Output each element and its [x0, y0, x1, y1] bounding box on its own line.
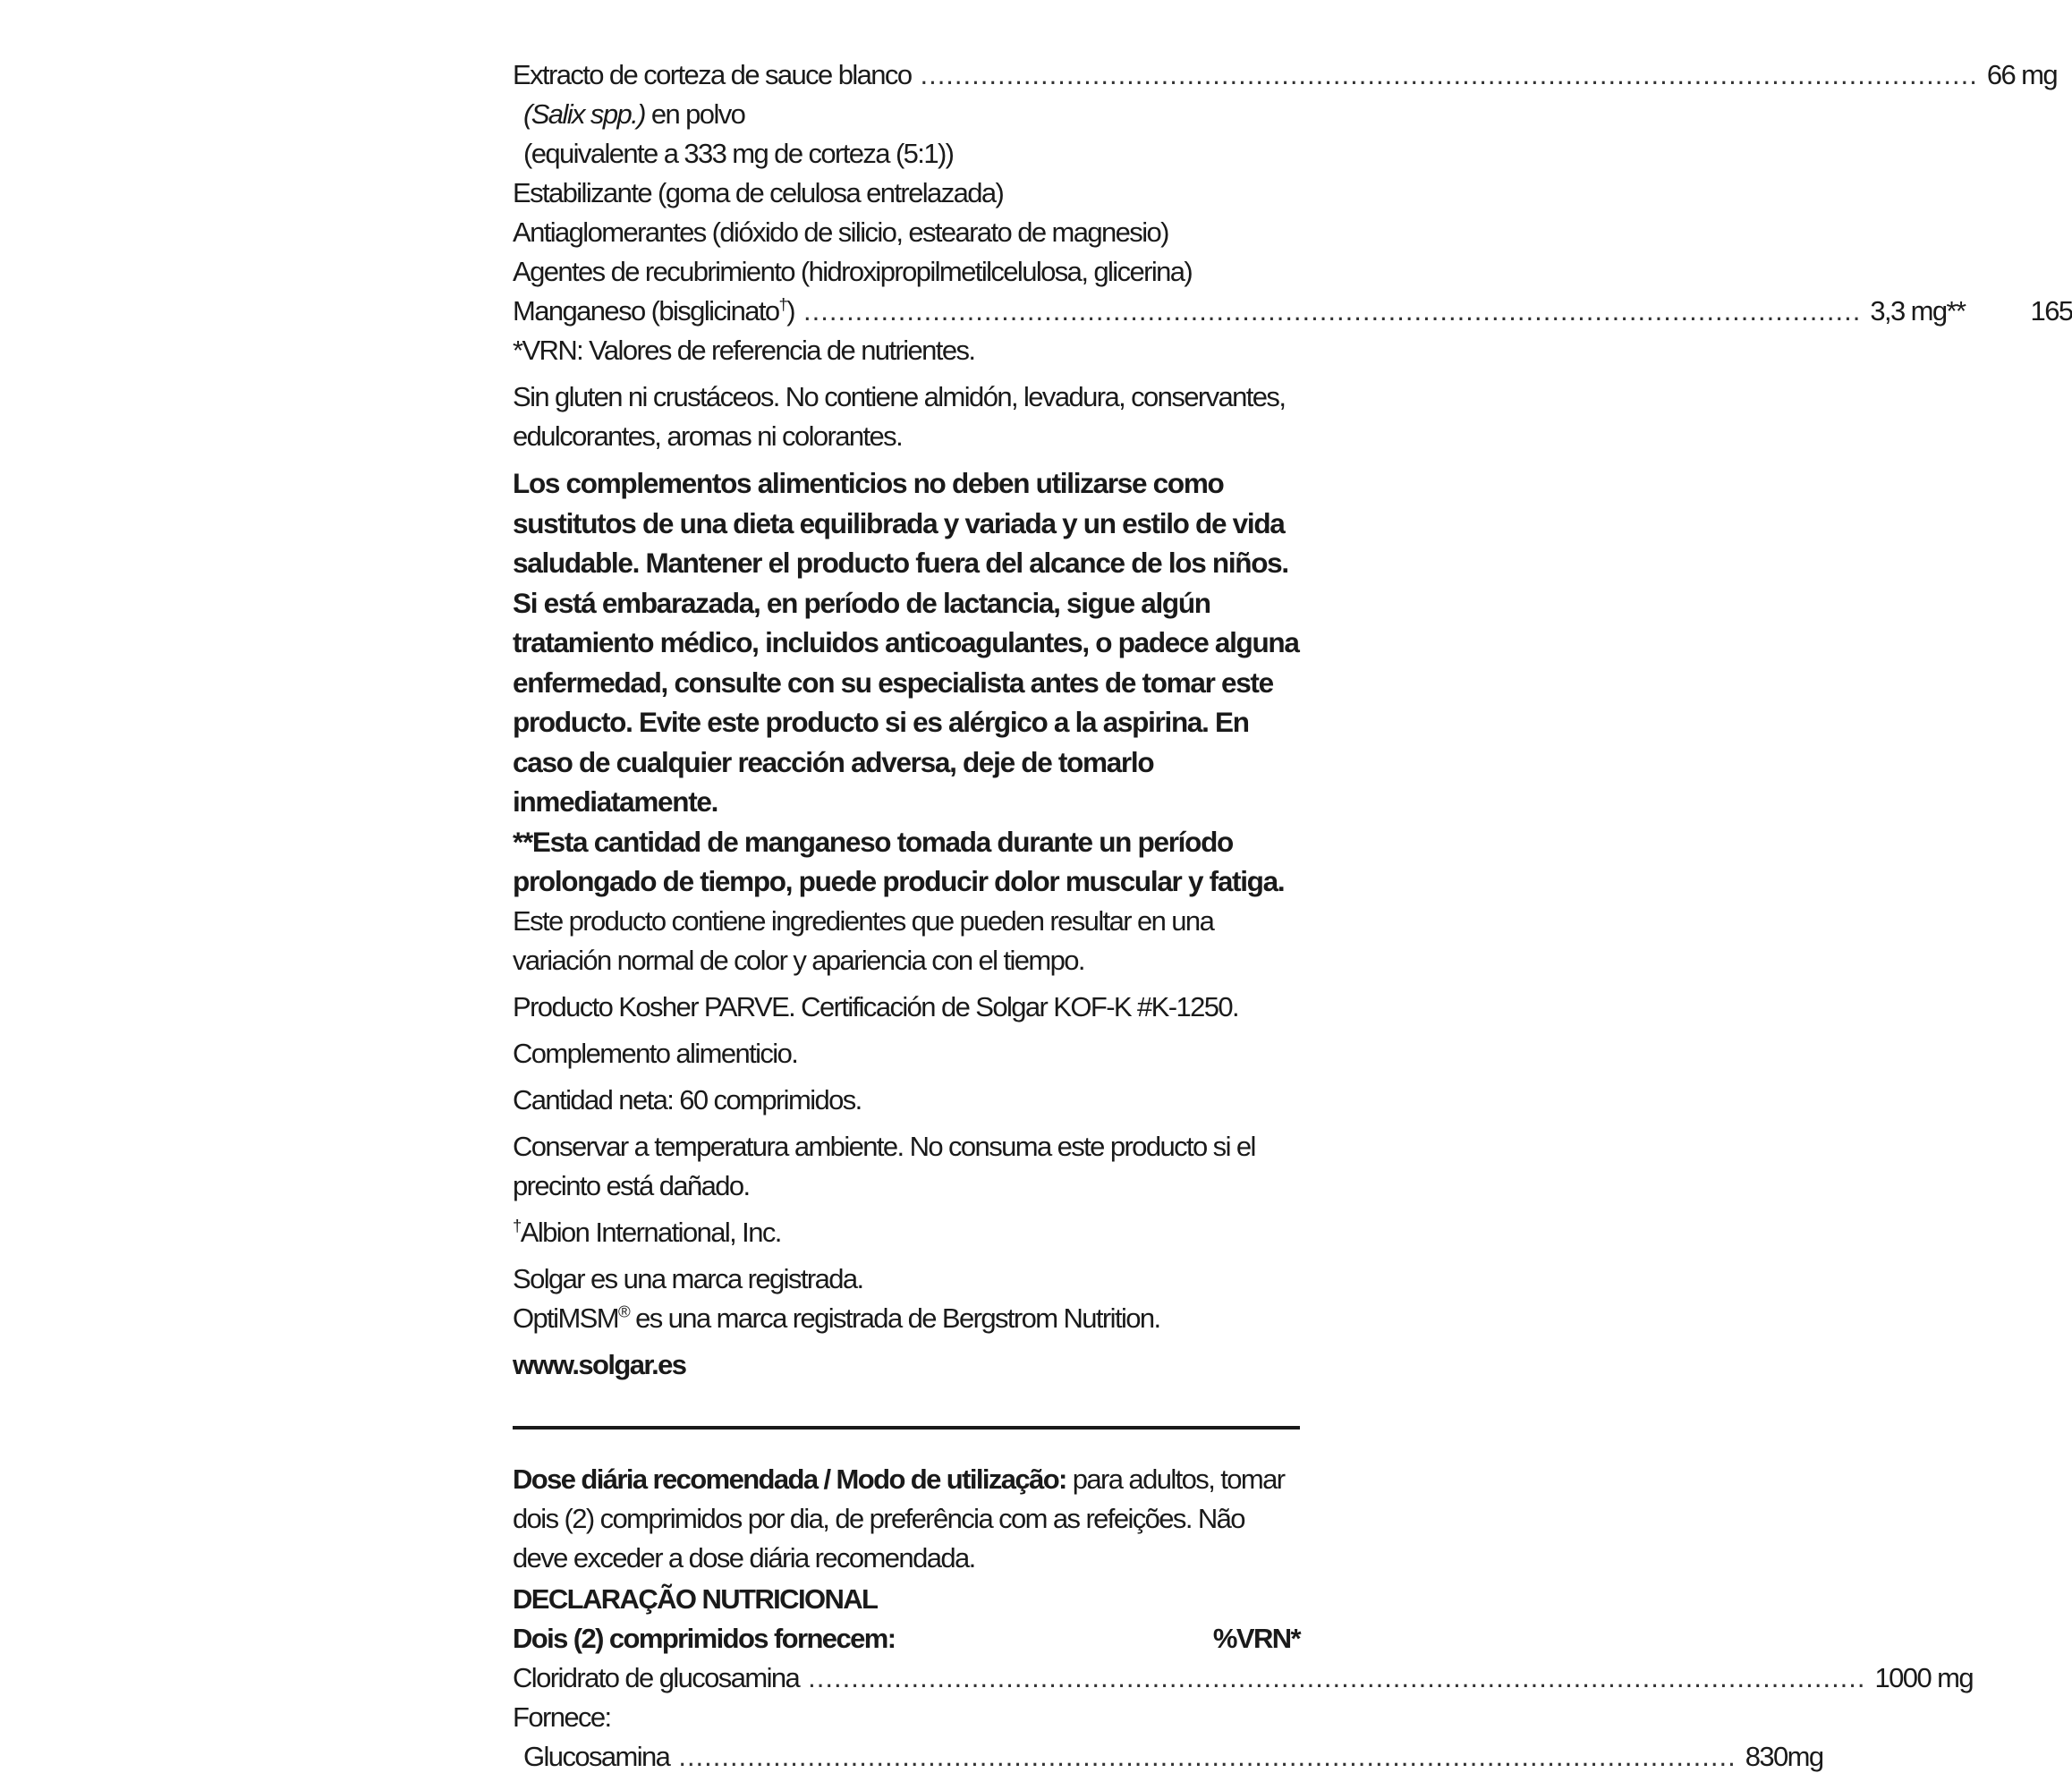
serving-label: Dois (2) comprimidos fornecem: [513, 1622, 896, 1654]
nutrient-name: Glucosamina [523, 1740, 670, 1772]
nutrient-amount: 1000 mg [1874, 1661, 1973, 1693]
ingredient-row-manganese [513, 292, 2072, 331]
dagger-mark: † [778, 294, 787, 314]
manganese-warning: **Esta cantidad de manganeso tomada durante un período prolongado de tiempo, puede producir dolor muscular y fatiga. [513, 825, 1285, 897]
vrn-note: *VRN: Valores de referencia de nutrientes. [513, 335, 975, 366]
nutrient-name: Cloridrato de glucosamina [513, 1661, 800, 1693]
dagger-mark: † [513, 1216, 521, 1235]
ingredient-equivalent: (equivalente a 333 mg de corteza (5:1)) [523, 138, 954, 169]
nutrient-row [513, 1737, 1823, 1777]
albion-name: Albion International, Inc. [520, 1216, 781, 1248]
section-divider [513, 1426, 1300, 1429]
color-note: Este producto contiene ingredientes que pueden resultar en una variación normal de color y apariencia con el tiempo. [513, 904, 1214, 976]
net-quantity: Cantidad neta: 60 comprimidos. [513, 1083, 862, 1116]
leader-dots: ........................................................................................................................... [920, 59, 1978, 90]
nutrition-heading: DECLARAÇÃO NUTRICIONAL [513, 1582, 878, 1615]
dose-text: para adultos, tomar dois (2) comprimidos por dia, de preferência com as refeições. Não deve exceder a dose diária recomendada. [513, 1463, 1285, 1574]
kosher-text: Producto Kosher PARVE. Certificación de Solgar KOF-K #K-1250. [513, 990, 1239, 1022]
optimsm-trademark [513, 1299, 1300, 1338]
warning-text: Los complementos alimenticios no deben utilizarse como sustitutos de una dieta equilibrada y variada y un estilo de vida saludable. Mantener el producto fuera del alcance de los niños. Si está embarazada, en período de lactancia, sigue algún tratamiento médico, incluidos anticoagulantes, o padece alguna enfermedad, consulte con su especialista antes de tomar este producto. Evite este producto si es alérgico a la aspirina. En caso de cualquier reacción adversa, deje de tomarlo inmediatamente. [513, 467, 1299, 818]
registered-mark: ® [617, 1302, 630, 1321]
ingredient-amount: 3,3 mg** [1870, 295, 1966, 327]
storage-text: Conservar a temperatura ambiente. No consuma este producto si el precinto está dañado. [513, 1130, 1255, 1201]
supplement-text: Complemento alimenticio. [513, 1037, 798, 1069]
ingredient-name [513, 292, 794, 331]
ingredient-sub-text: en polvo [644, 98, 745, 130]
latin-name: (Salix spp.) [523, 98, 645, 130]
additive-line: Estabilizante (goma de celulosa entrelazada) [513, 177, 1004, 208]
dose-label: Dose diária recomendada / Modo de utilização: [513, 1463, 1066, 1495]
leader-dots: ........................................................................................................................... [808, 1661, 1866, 1693]
leader-dots: ........................................................................................................................... [678, 1740, 1737, 1772]
ingredient-amount: 66 mg [1986, 59, 2058, 90]
ingredient-name: Extracto de corteza de sauce blanco [513, 59, 912, 90]
additive-line: Agentes de recubrimiento (hidroxipropilmetilcelulosa, glicerina) [513, 256, 1193, 287]
solgar-trademark: Solgar es una marca registrada. [513, 1262, 863, 1294]
vrn-header: %VRN* [1212, 1622, 1300, 1654]
website-link[interactable]: www.solgar.es [513, 1348, 686, 1380]
ingredient-row-willow-bark [513, 55, 2058, 95]
nutrient-row [513, 1659, 1973, 1698]
dose-instructions [513, 1460, 1300, 1578]
optimsm-name: OptiMSM [513, 1302, 618, 1334]
serving-header-row [513, 1619, 1300, 1659]
nutrient-amount: 830mg [1745, 1740, 1823, 1772]
nutrient-provides: Fornece: [513, 1701, 611, 1733]
additive-line: Antiaglomerantes (dióxido de silicio, estearato de magnesio) [513, 216, 1168, 248]
albion-text [513, 1213, 1300, 1252]
leader-dots: ........................................................................................................................... [803, 295, 1862, 327]
supplement-label [513, 55, 2072, 1777]
free-from-text: Sin gluten ni crustáceos. No contiene almidón, levadura, conservantes, edulcorantes, aromas ni colorantes. [513, 381, 1286, 452]
manganese-name: Manganeso (bisglicinato [513, 295, 779, 327]
manganese-close: ) [786, 295, 794, 327]
ingredient-sub-line [513, 95, 1300, 134]
optimsm-text: es una marca registrada de Bergstrom Nutrition. [629, 1302, 1160, 1334]
ingredient-vrn: 165 [2030, 295, 2072, 327]
